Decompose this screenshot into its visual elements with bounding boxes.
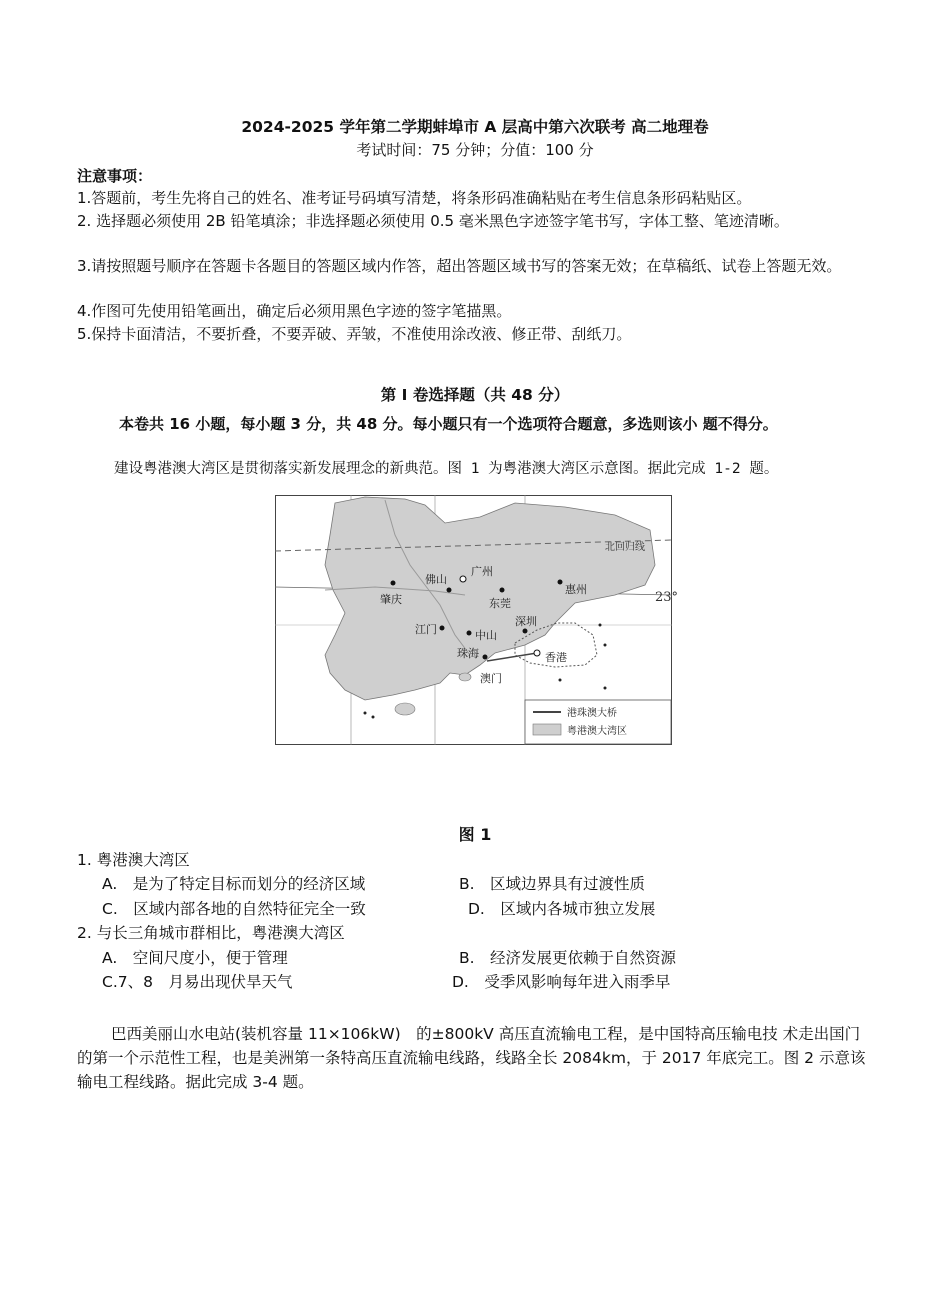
city-label-dongguan: 东莞 bbox=[489, 597, 511, 610]
city-dot-foshan bbox=[447, 588, 452, 593]
question-1-stem: 1. 粤港澳大湾区 bbox=[77, 851, 190, 869]
city-label-jiangmen: 江门 bbox=[415, 623, 437, 636]
passage-2: 巴西美丽山水电站(装机容量 11×106kW) 的±800kV 高压直流输电工程，是中国特高压输电技 术走出国门的第一个示范性工程，也是美洲第一条特高压直流输电线路，线路全长 2084km，于 2017 年底完工。图 2 示意该输电工程线路。据此完成 3-4 题。 bbox=[77, 1025, 866, 1091]
exam-title: 2024-2025 学年第二学期蚌埠市 A 层高中第六次联考 高二地理卷 bbox=[241, 118, 709, 136]
city-dot-jiangmen bbox=[440, 626, 445, 631]
city-label-macau: 澳门 bbox=[480, 672, 502, 685]
city-dot-huizhou bbox=[558, 580, 563, 585]
passage-1: 建设粤港澳大湾区是贯彻落实新发展理念的新典范。图 1 为粤港澳大湾区示意图。据此完成 1-2 题。 bbox=[114, 461, 779, 477]
lat-label: 23° bbox=[655, 590, 679, 605]
city-label-zhaoqing: 肇庆 bbox=[380, 593, 402, 606]
figure-label: 图 1 bbox=[458, 825, 492, 844]
question-1-option-d: D. 区域内各城市独立发展 bbox=[468, 900, 656, 918]
city-label-zhuhai: 珠海 bbox=[457, 647, 479, 660]
notice-heading: 注意事项： bbox=[77, 167, 153, 185]
notice-item-4: 4.作图可先使用铅笔画出，确定后必须用黑色字迹的签字笔描黑。 bbox=[77, 302, 512, 320]
city-label-hongkong: 香港 bbox=[545, 651, 567, 664]
city-dot-zhuhai bbox=[483, 655, 488, 660]
city-dot-zhongshan bbox=[467, 631, 472, 636]
greater-bay-area-map bbox=[275, 495, 679, 745]
question-1-option-b: B. 区域边界具有过渡性质 bbox=[459, 875, 646, 893]
city-label-guangzhou: 广州 bbox=[471, 565, 493, 578]
city-dot-zhaoqing bbox=[391, 581, 396, 586]
question-2-option-d: D. 受季风影响每年进入雨季早 bbox=[452, 973, 671, 991]
legend-box bbox=[525, 700, 671, 744]
city-label-foshan: 佛山 bbox=[425, 573, 447, 586]
question-2-option-a: A. 空间尺度小，便于管理 bbox=[102, 949, 288, 967]
section-instruction: 本卷共 16 小题，每小题 3 分，共 48 分。每小题只有一个选项符合题意，多选则该小 题不得分。 bbox=[119, 415, 778, 433]
notice-item-5: 5.保持卡面清洁，不要折叠，不要弄破、弄皱，不准使用涂改液、修正带、刮纸刀。 bbox=[77, 325, 632, 343]
section-title: 第 Ⅰ 卷选择题（共 48 分） bbox=[380, 386, 570, 404]
notice-item-2: 2. 选择题必须使用 2B 铅笔填涂；非选择题必须使用 0.5 毫米黑色字迹签字笔书写，字体工整、笔迹清晰。 bbox=[77, 212, 789, 230]
city-label-zhongshan: 中山 bbox=[475, 629, 497, 642]
question-1-option-a: A. 是为了特定目标而划分的经济区域 bbox=[102, 875, 366, 893]
exam-subtitle: 考试时间：75 分钟；分值：100 分 bbox=[356, 141, 594, 159]
city-label-shenzhen: 深圳 bbox=[515, 615, 537, 628]
legend-bridge: 港珠澳大桥 bbox=[567, 708, 617, 719]
city-dot-shenzhen bbox=[523, 629, 528, 634]
city-label-huizhou: 惠州 bbox=[565, 583, 587, 596]
city-dot-hongkong bbox=[534, 650, 540, 656]
city-dot-dongguan bbox=[500, 588, 505, 593]
notice-item-3: 3.请按照题号顺序在答题卡各题目的答题区域内作答，超出答题区域书写的答案无效；在草稿纸、试卷上答题无效。 bbox=[77, 257, 842, 275]
question-2-stem: 2. 与长三角城市群相比，粤港澳大湾区 bbox=[77, 924, 345, 942]
question-2-option-c: C.7、8 月易出现伏旱天气 bbox=[102, 973, 293, 991]
city-dot-guangzhou bbox=[460, 576, 466, 582]
question-2-option-b: B. 经济发展更依赖于自然资源 bbox=[459, 949, 677, 967]
question-1-option-c: C. 区域内部各地的自然特征完全一致 bbox=[102, 900, 366, 918]
legend-region: 粤港澳大湾区 bbox=[567, 726, 627, 737]
tropic-label: 北回归线 bbox=[605, 542, 645, 553]
notice-item-1: 1.答题前，考生先将自己的姓名、准考证号码填写清楚，将条形码准确粘贴在考生信息条形码粘贴区。 bbox=[77, 189, 752, 207]
